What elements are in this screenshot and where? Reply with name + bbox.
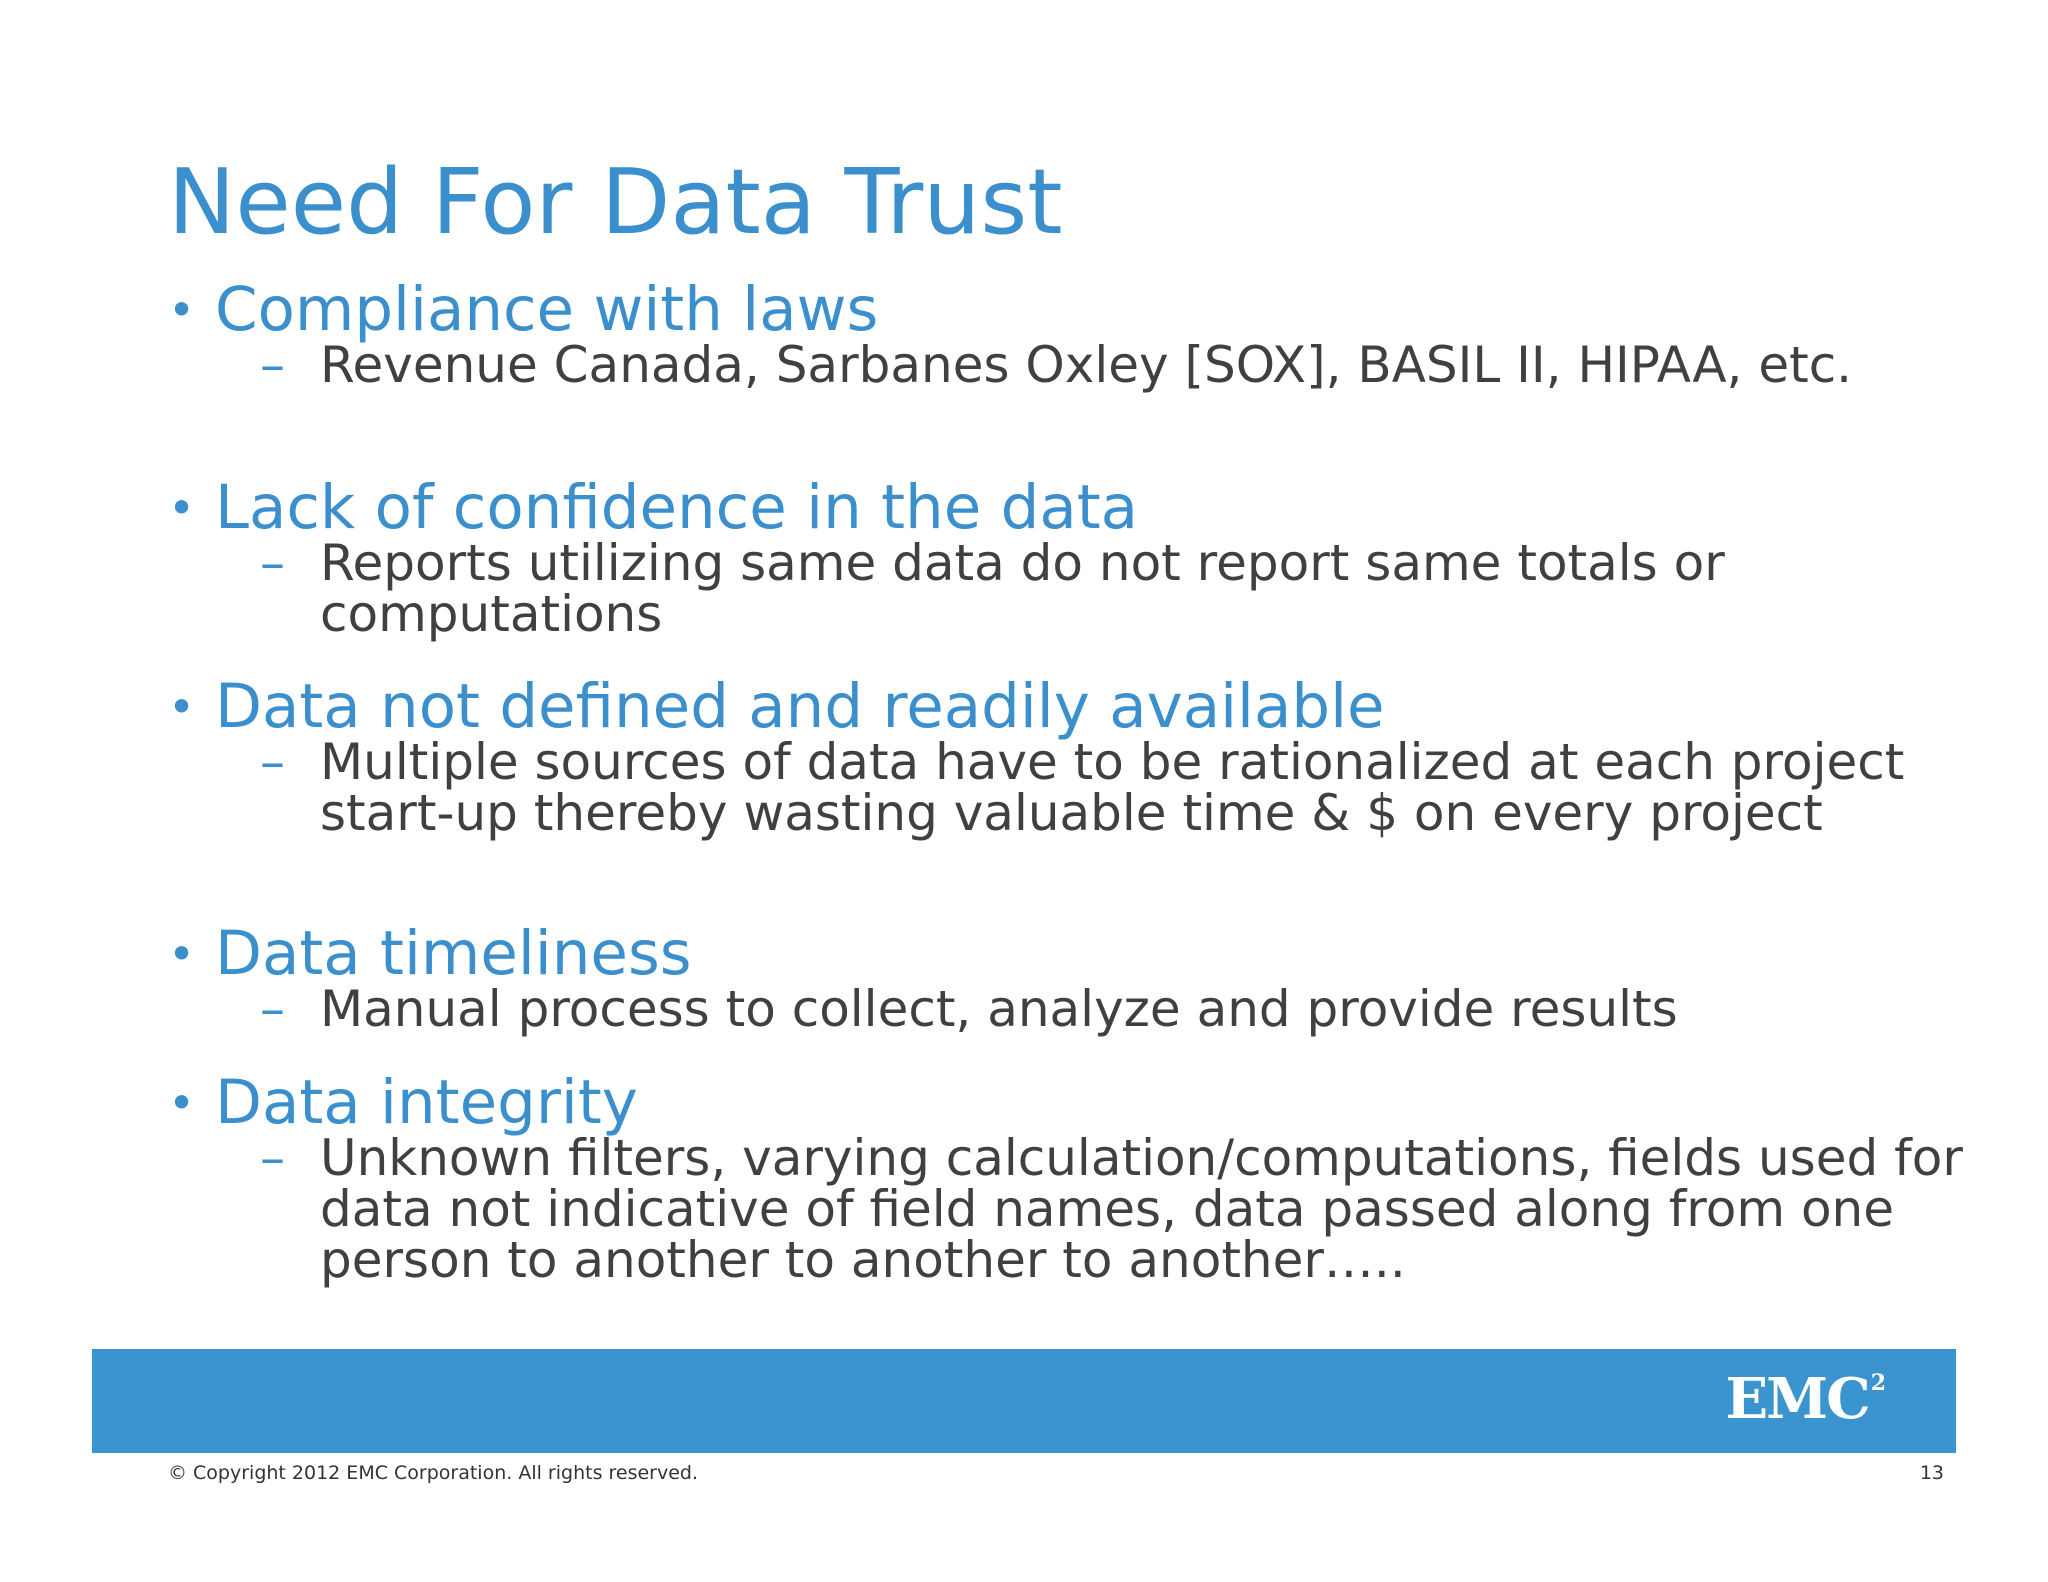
bullet-item xyxy=(168,472,2020,643)
copyright-notice: © Copyright 2012 EMC Corporation. All rights reserved. xyxy=(168,1462,699,1484)
bullet-dot-icon: • xyxy=(168,680,196,734)
bullet-heading: Compliance with laws xyxy=(215,274,879,345)
sub-bullet-dash-icon: – xyxy=(260,534,285,592)
bullet-dot-icon: • xyxy=(168,927,196,981)
sub-bullet-dash-icon: – xyxy=(260,733,285,791)
bullet-detail: Reports utilizing same data do not report same totals or computations xyxy=(320,534,1725,643)
emc-logo-icon: EMC$^2$ xyxy=(1725,1366,1884,1432)
bullet-detail: Manual process to collect, analyze and provide results xyxy=(320,980,1678,1038)
sub-bullet-dash-icon: – xyxy=(260,336,285,394)
bullet-dot-icon: • xyxy=(168,481,196,535)
bullet-item xyxy=(168,274,2020,394)
bullet-heading: Lack of confidence in the data xyxy=(215,472,1139,543)
bullet-item xyxy=(168,918,2020,1038)
bullet-heading: Data not defined and readily available xyxy=(215,671,1385,742)
sub-bullet-dash-icon: – xyxy=(260,1129,285,1187)
bullet-heading: Data timeliness xyxy=(215,918,692,989)
bullet-dot-icon: • xyxy=(168,1076,196,1130)
slide-title: Need For Data Trust xyxy=(168,150,1063,255)
bullet-item xyxy=(168,671,2020,842)
sub-bullet-dash-icon: – xyxy=(260,980,285,1038)
bullet-detail: Revenue Canada, Sarbanes Oxley [SOX], BASIL II, HIPAA, etc. xyxy=(320,336,1853,394)
bullet-detail: Unknown filters, varying calculation/computations, fields used for data not indicative of field names, data passed along from one person to another to another to another….. xyxy=(320,1129,1963,1289)
bullet-dot-icon: • xyxy=(168,283,196,337)
bullet-detail: Multiple sources of data have to be rationalized at each project start-up thereby wasting valuable time & $ on every project xyxy=(320,733,1905,842)
bullet-heading: Data integrity xyxy=(215,1067,638,1138)
footer-bar xyxy=(92,1349,1956,1453)
page-number: 13 xyxy=(1919,1462,1944,1484)
bullet-item xyxy=(168,1067,2020,1289)
